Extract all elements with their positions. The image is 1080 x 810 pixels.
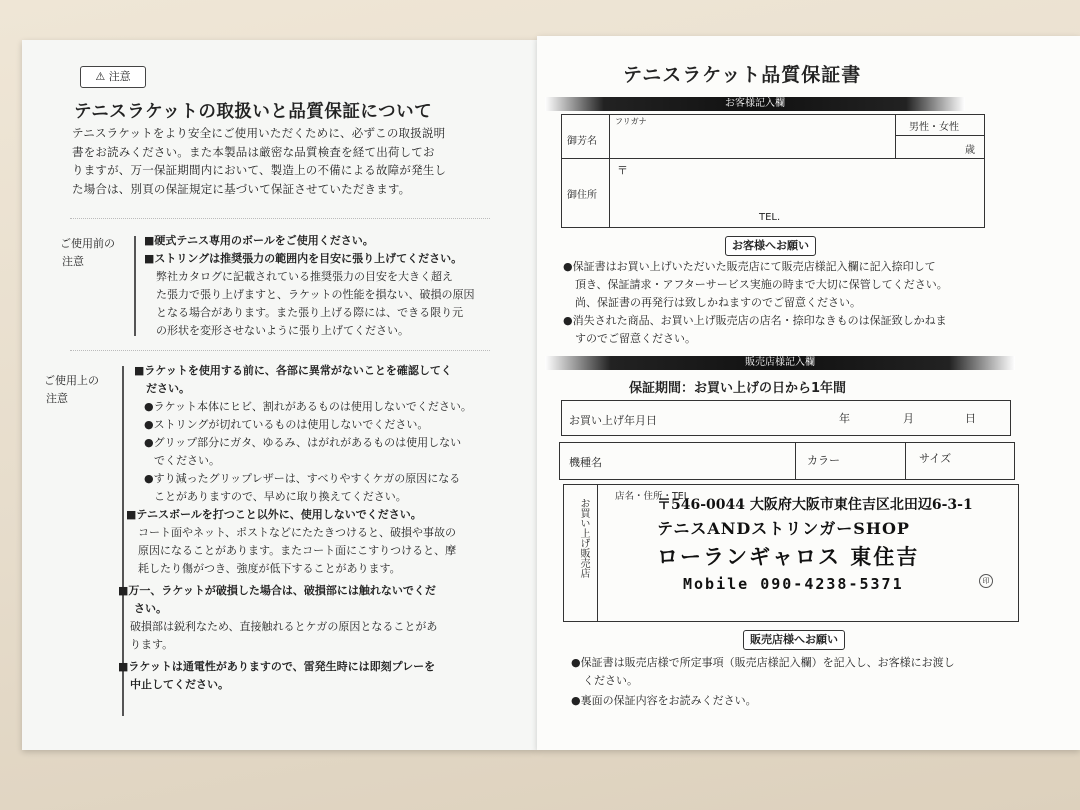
- form-divider: [895, 135, 985, 136]
- seal-mark: 印: [979, 574, 993, 588]
- form-divider: [609, 114, 610, 228]
- form-divider: [597, 484, 598, 622]
- color-label: カラー: [807, 454, 840, 467]
- during-use-label: ご使用上の 注意: [44, 374, 99, 405]
- intro-paragraph: テニスラケットをより安全にご使用いただくために、必ずこの取扱説明 書をお読みください。また本製品は厳密な品質検査を経て出荷してお りますが、万一保証期間内において、製造上の不備による故障が発生し た場合は、別頁の保証規定に基づいて保証させていただきます。: [72, 126, 447, 196]
- stamp-shop-name: ローランギャロス 東住吉: [657, 544, 920, 569]
- during-use-list: ■ラケットを使用する前に、各部に異常がないことを確認してく ださい。 ●ラケット本体にヒビ、割れがあるものは使用しないでください。 ●ストリングが切れているものは使用しないでください。 ●グリップ部分にガタ、ゆるみ、はがれがあるものは使用しない でください。 ●すり減ったグリップレザーは、すべりやすくケガの原因になる ことがありますので、早めに取り換えてください。 ■テニスボールを打つこと以外に、使用しないでください。 コート面やネット、ポストなどにたたきつけると、破損や事故の 原因になることがあります。またコート面にこすりつけると、摩 耗したり傷がつき、強度が低下することがあります。 ■万一、ラケットが破損した場合は、破損部には触れないでくだ さい。 破損部は鋭利なため、直接触れるとケガの原因となることがあ ります。 ■ラケットは通電性がありますので、雷発生時には即刻プレーを 中止してください。: [118, 364, 472, 691]
- name-field[interactable]: [611, 128, 893, 156]
- postal-mark: 〒: [617, 164, 628, 177]
- form-divider: [795, 442, 796, 480]
- dealer-notes: ●保証書は販売店様で所定事項（販売店様記入欄）を記入し、お客様にお渡し ください。 ●裏面の保証内容をお読みください。: [571, 656, 955, 707]
- day-label: 日: [965, 412, 976, 425]
- warranty-period: 保証期間：お買い上げの日から1年間: [629, 381, 847, 396]
- warning-triangle-icon: ⚠: [95, 70, 106, 83]
- tel-label: TEL.: [759, 212, 781, 223]
- divider-line: [70, 218, 490, 219]
- size-label: サイズ: [919, 452, 952, 465]
- before-use-label: ご使用前の 注意: [60, 237, 115, 268]
- left-title: テニスラケットの取扱いと品質保証について: [74, 102, 433, 122]
- form-divider: [905, 442, 906, 480]
- stamp-shop-type: テニスANDストリンガーSHOP: [657, 519, 910, 538]
- shop-fields-label: 店名・住所・TEL: [615, 491, 690, 502]
- form-divider: [895, 114, 896, 158]
- before-use-list: ■硬式テニス専用のボールをご使用ください。 ■ストリングは推奨張力の範囲内を目安に張り上げてください。 弊社カタログに記載されている推奨張力の目安を大きく超え た張力で張り上げますと、ラケットの性能を損ない、破損の原因 となる場合があります。また張り上げる際には、できる限り元 の形状を変形させないように張り上げてください。: [144, 234, 475, 337]
- dealer-section-bar: 販売店様記入欄: [545, 356, 1015, 370]
- sex-label[interactable]: 男性・女性: [909, 122, 959, 133]
- address-label: 御住所: [567, 190, 597, 201]
- stamp-phone: Mobile 090-4238-5371: [683, 575, 904, 593]
- address-field[interactable]: [611, 160, 983, 226]
- divider-line: [70, 350, 490, 351]
- right-page-warranty: [537, 36, 1080, 750]
- customer-section-bar: お客様記入欄: [545, 97, 965, 111]
- before-use-rule: [134, 236, 136, 336]
- dealer-notice-button: 販売店様へお願い: [743, 630, 845, 650]
- warranty-title: テニスラケット品質保証書: [623, 64, 862, 86]
- left-page-instructions: [22, 40, 537, 750]
- purchase-date-label: お買い上げ年月日: [569, 414, 657, 427]
- age-label: 歳: [965, 145, 975, 156]
- year-label: 年: [839, 412, 850, 425]
- shop-stamp: [613, 494, 973, 593]
- model-label: 機種名: [569, 456, 602, 469]
- form-divider: [561, 158, 985, 159]
- model-field[interactable]: [617, 444, 793, 478]
- caution-badge: [80, 66, 146, 88]
- furigana-label: フリガナ: [615, 117, 647, 126]
- month-label: 月: [903, 412, 914, 425]
- customer-notes: ●保証書はお買い上げいただいた販売店にて販売店様記入欄に記入捺印して 頂き、保証請求・アフターサービス実施の時まで大切に保管してください。 尚、保証書の再発行は致しかねますのでご留意ください。 ●消失された商品、お買い上げ販売店の店名・捺印なきものは保証致しかねま すのでご留意ください。: [563, 260, 948, 345]
- caution-label: 注意: [108, 70, 131, 83]
- customer-notice-button: お客様へお願い: [725, 236, 816, 256]
- shop-side-label: お買い上げ販売店: [578, 498, 589, 578]
- stamp-address: 〒546-0044 大阪府大阪市東住吉区北田辺6-3-1: [657, 497, 973, 513]
- name-label: 御芳名: [567, 136, 597, 147]
